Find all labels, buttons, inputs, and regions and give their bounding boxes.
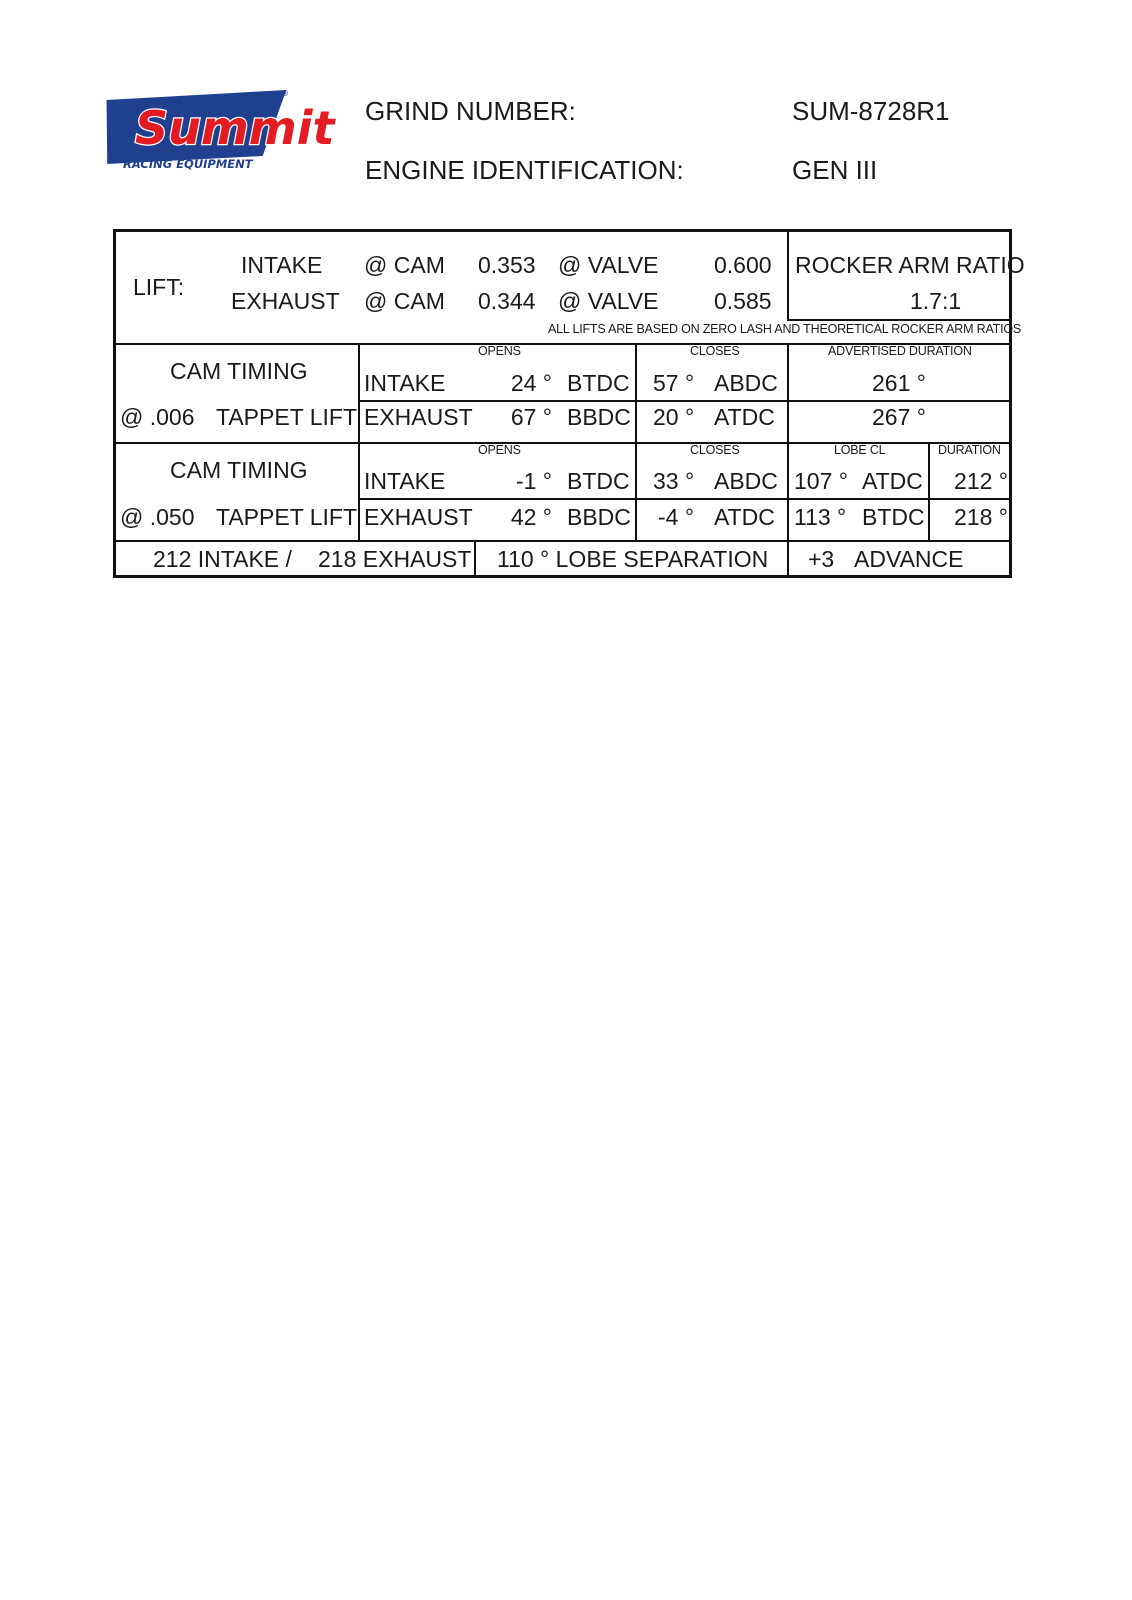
timing006-intake-duration: 261 ° (872, 370, 926, 396)
lift-note: ALL LIFTS ARE BASED ON ZERO LASH AND THEORETICAL ROCKER ARM RATIOS (548, 322, 1022, 336)
timing050-exhaust-lobe: 113 ° (794, 504, 847, 530)
grind-number-label: GRIND NUMBER: (365, 96, 576, 126)
timing050-closes-header: CLOSES (690, 443, 740, 457)
timing050-duration-header: DURATION (938, 443, 1001, 457)
timing006-title: CAM TIMING (170, 358, 308, 384)
lift-intake-cam-value: 0.353 (478, 252, 536, 278)
timing050-exhaust-open-ref: BBDC (567, 504, 631, 530)
lift-exhaust-cam-label: @ CAM (364, 288, 445, 314)
engine-id-label: ENGINE IDENTIFICATION: (365, 155, 684, 185)
lift-intake-cam-label: @ CAM (364, 252, 445, 278)
timing006-opens-header: OPENS (478, 344, 521, 358)
lift-exhaust-cam-value: 0.344 (478, 288, 536, 314)
timing050-exhaust-lobe-ref: BTDC (862, 504, 925, 530)
timing006-exhaust-label: EXHAUST (364, 404, 473, 430)
summary-exhaust: 218 EXHAUST (318, 546, 472, 572)
grind-number-value: SUM-8728R1 (792, 96, 950, 126)
timing006-at: @ .006 (120, 404, 195, 430)
timing006-exhaust-close: 20 ° (653, 404, 695, 430)
timing050-intake-lobe-ref: ATDC (862, 468, 923, 494)
timing006-exhaust-open: 67 ° (510, 404, 552, 430)
lift-intake-label: INTAKE (241, 252, 323, 278)
timing050-intake-open-ref: BTDC (567, 468, 630, 494)
timing006-closes-header: CLOSES (690, 344, 740, 358)
timing006-exhaust-duration: 267 ° (872, 404, 926, 430)
engine-id-value: GEN III (792, 155, 878, 185)
timing006-sub: TAPPET LIFT (216, 404, 358, 430)
timing050-sub: TAPPET LIFT (216, 504, 358, 530)
summit-logo (95, 86, 335, 178)
timing050-exhaust-close: -4 ° (658, 504, 695, 530)
summary-lobe-separation: 110 ° LOBE SEPARATION (497, 546, 769, 572)
timing050-intake-label: INTAKE (364, 468, 446, 494)
lift-intake-valve-label: @ VALVE (558, 252, 659, 278)
timing050-exhaust-label: EXHAUST (364, 504, 473, 530)
rocker-ratio-label: ROCKER ARM RATIO (795, 252, 1025, 278)
lift-exhaust-valve-value: 0.585 (714, 288, 772, 314)
summary-advance-label: ADVANCE (854, 546, 964, 572)
lift-exhaust-valve-label: @ VALVE (558, 288, 659, 314)
summary-intake: 212 INTAKE / (153, 546, 292, 572)
lift-label: LIFT: (133, 274, 185, 300)
timing006-exhaust-close-ref: ATDC (714, 404, 775, 430)
lift-intake-valve-value: 0.600 (714, 252, 772, 278)
timing050-exhaust-duration: 218 ° (954, 504, 1008, 530)
timing050-lobe-header: LOBE CL (834, 443, 886, 457)
timing050-intake-duration: 212 ° (954, 468, 1008, 494)
timing006-intake-close-ref: ABDC (714, 370, 778, 396)
timing050-intake-open: -1 ° (515, 468, 552, 494)
logo-mark (95, 89, 336, 171)
summary-advance-value: +3 (808, 546, 835, 572)
timing006-intake-label: INTAKE (364, 370, 446, 396)
timing006-intake-close: 57 ° (653, 370, 695, 396)
timing050-exhaust-open: 42 ° (510, 504, 552, 530)
timing050-intake-lobe: 107 ° (794, 468, 848, 494)
logo-word: Summit (135, 101, 335, 155)
timing050-title: CAM TIMING (170, 457, 308, 483)
timing050-at: @ .050 (120, 504, 195, 530)
timing006-intake-open: 24 ° (510, 370, 552, 396)
rocker-ratio-value: 1.7:1 (910, 288, 962, 314)
timing006-exhaust-open-ref: BBDC (567, 404, 631, 430)
timing050-intake-close-ref: ABDC (714, 468, 778, 494)
timing006-duration-header: ADVERTISED DURATION (828, 344, 972, 358)
timing006-intake-open-ref: BTDC (567, 370, 630, 396)
timing050-opens-header: OPENS (478, 443, 521, 457)
timing050-intake-close: 33 ° (653, 468, 695, 494)
logo-tagline: RACING EQUIPMENT (123, 157, 253, 171)
lift-exhaust-label: EXHAUST (231, 288, 340, 314)
timing050-exhaust-close-ref: ATDC (714, 504, 775, 530)
logo-registered: ® (281, 89, 289, 98)
